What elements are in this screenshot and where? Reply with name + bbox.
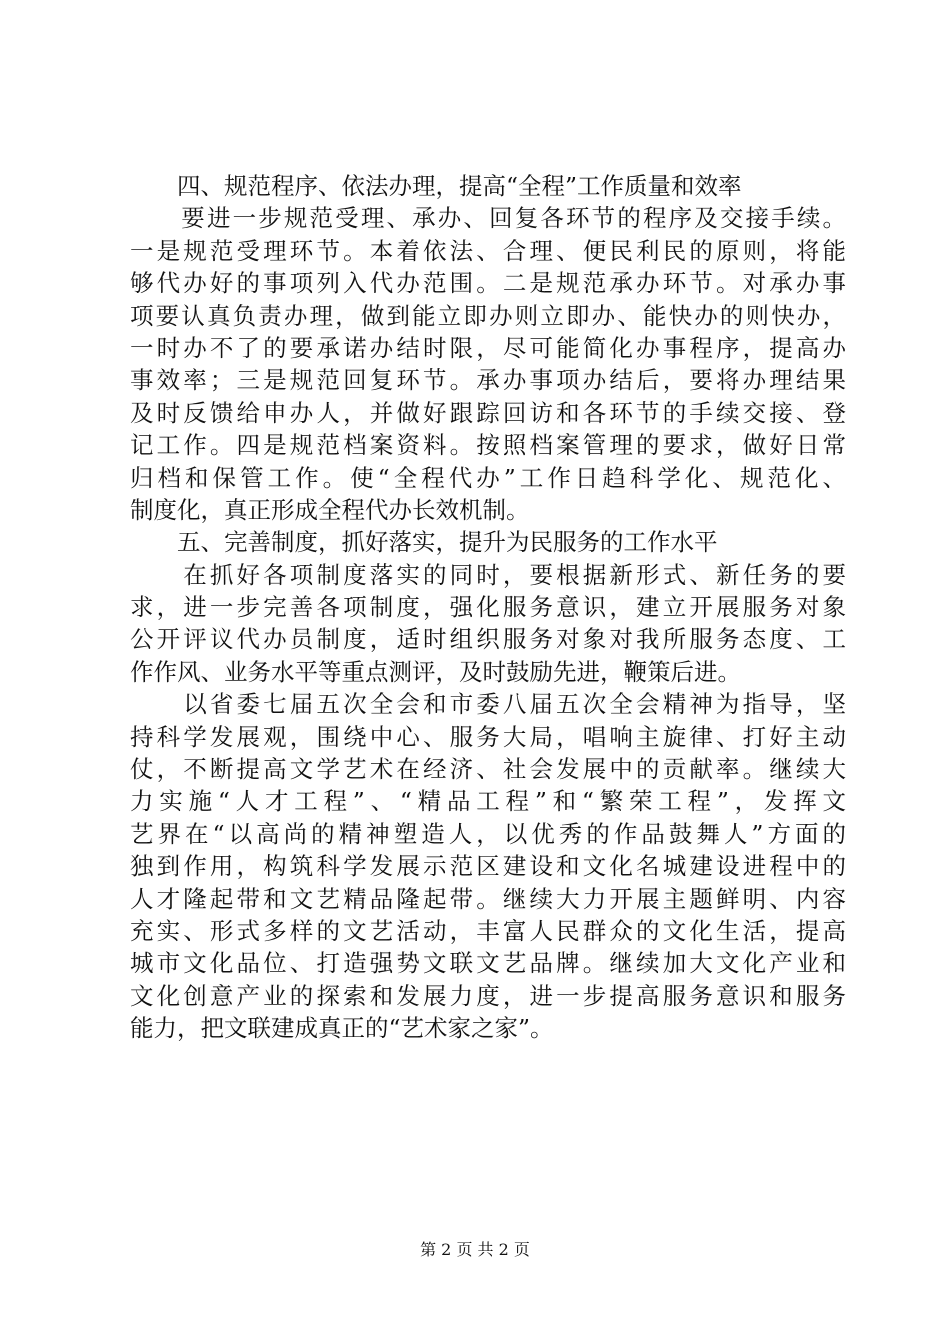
paragraph-6-line: 独到作用，构筑科学发展示范区建设和文化名城建设进程中的 (130, 852, 846, 881)
paragraph-6-line: 仗，不断提高文学艺术在经济、社会发展中的贡献率。继续大 (130, 755, 846, 784)
paragraph-6-line: 充实、形式多样的文艺活动，丰富人民群众的文化生活，提高 (130, 916, 846, 945)
page-footer (0, 1240, 950, 1260)
paragraph-4-line: 要进一步规范受理、承办、回复各环节的程序及交接手续。 (130, 204, 846, 233)
paragraph-4-line: 项要认真负责办理，做到能立即办则立即办、能快办的则快办， (130, 301, 846, 330)
paragraph-4-line: 归档和保管工作。使“全程代办”工作日趋科学化、规范化、 (130, 463, 846, 492)
paragraph-4-line: 事效率；三是规范回复环节。承办事项办结后，要将办理结果 (130, 366, 846, 395)
document-body (130, 170, 846, 1045)
paragraph-6-line: 持科学发展观，围绕中心、服务大局，唱响主旋律、打好主动 (130, 722, 846, 751)
paragraph-6-line: 能力，把文联建成真正的“艺术家之家”。 (130, 1014, 554, 1043)
paragraph-6-line: 城市文化品位、打造强势文联文艺品牌。继续加大文化产业和 (130, 949, 846, 978)
paragraph-6-line: 力实施“人才工程”、“精品工程”和“繁荣工程”，发挥文 (130, 787, 846, 816)
paragraph-4-line: 一时办不了的要承诺办结时限，尽可能简化办事程序，提高办 (130, 333, 846, 362)
paragraph-4-line: 及时反馈给申办人，并做好跟踪回访和各环节的手续交接、登 (130, 398, 846, 427)
paragraph-5-line: 求，进一步完善各项制度，强化服务意识，建立开展服务对象 (130, 593, 846, 622)
section-heading-4: 四、规范程序、依法办理，提高“全程”工作质量和效率 (130, 172, 742, 200)
paragraph-6-line: 人才隆起带和文艺精品隆起带。继续大力开展主题鲜明、内容 (130, 884, 846, 913)
paragraph-5-line: 在抓好各项制度落实的同时，要根据新形式、新任务的要 (130, 560, 846, 589)
paragraph-5-line: 公开评议代办员制度，适时组织服务对象对我所服务态度、工 (130, 625, 846, 654)
paragraph-4-line: 一是规范受理环节。本着依法、合理、便民利民的原则，将能 (130, 236, 846, 265)
paragraph-5-line: 作作风、业务水平等重点测评，及时鼓励先进，鞭策后进。 (130, 657, 741, 686)
paragraph-4-line: 制度化，真正形成全程代办长效机制。 (130, 495, 530, 524)
paragraph-4-line: 记工作。四是规范档案资料。按照档案管理的要求，做好日常 (130, 431, 846, 460)
paragraph-6-line: 艺界在“以高尚的精神塑造人，以优秀的作品鼓舞人”方面的 (130, 819, 846, 848)
paragraph-4-line: 够代办好的事项列入代办范围。二是规范承办环节。对承办事 (130, 269, 846, 298)
section-heading-5: 五、完善制度，抓好落实，提升为民服务的工作水平 (130, 528, 718, 557)
page-number-label: 第 2 页 共 2 页 (420, 1240, 530, 1259)
paragraph-6-line: 以省委七届五次全会和市委八届五次全会精神为指导，坚 (130, 690, 846, 719)
paragraph-6-line: 文化创意产业的探索和发展力度，进一步提高服务意识和服务 (130, 981, 846, 1010)
